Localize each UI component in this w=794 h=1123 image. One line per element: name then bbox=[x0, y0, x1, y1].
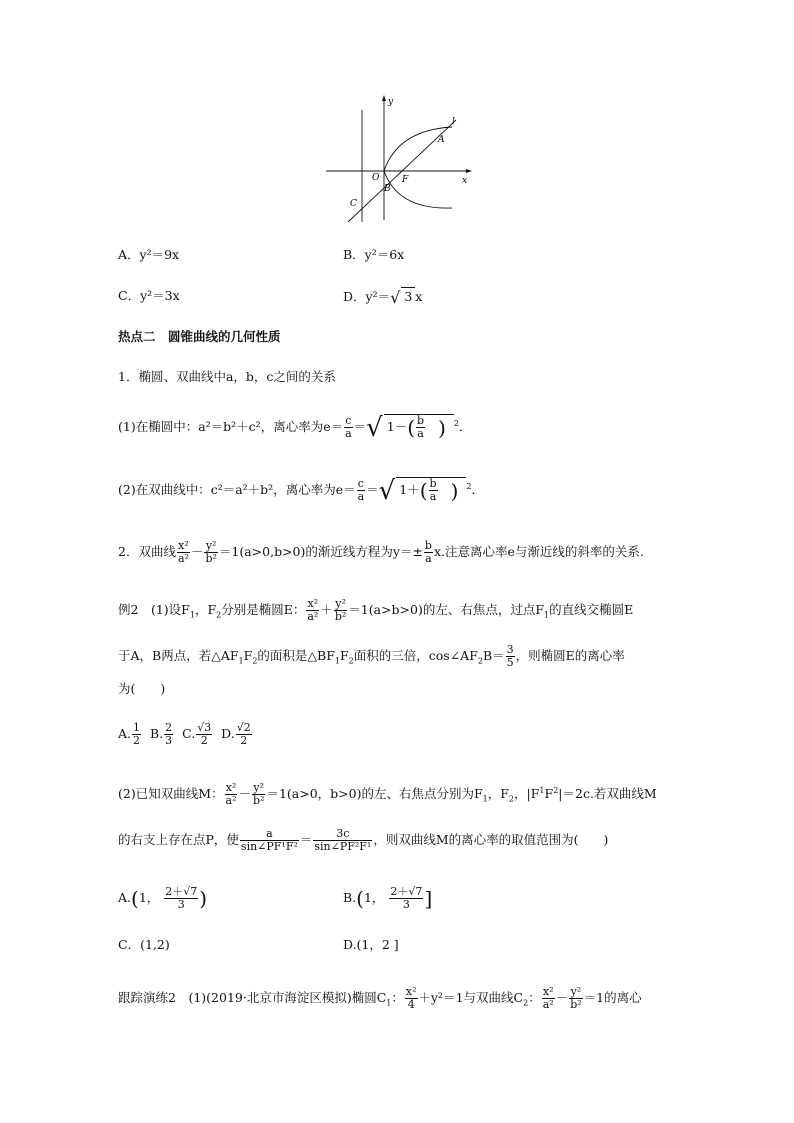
ellipse-eccentricity: (1)在椭圆中：a²＝b²＋c²，离心率为e＝ $\frac{c}{a}$ ＝√ 1－( $\frac{b}{a}$ ) $^2$． bbox=[118, 412, 472, 443]
example2-q2-option-c: C．(1,2) bbox=[118, 937, 170, 952]
fig-label-C: C bbox=[350, 199, 357, 209]
option-c: C．y²＝3x bbox=[118, 288, 180, 303]
section-item-1: 1．椭圆、双曲线中a，b，c之间的关系 bbox=[118, 369, 336, 384]
example2-q2-line1: (2)已知双曲线M： $\frac{\text{x²}}{\text{a²}}$ － $\frac{\text{y²}}{\text{b²}}$ ＝1(a>0，b>0)的左、右焦点分别为$F_1$，$F_2$，$|F^1F^2|=2c$.若双曲线M bbox=[118, 781, 657, 808]
example2-q2-option-a: A.(1， $\frac{2+√7}{3}$ ) bbox=[118, 885, 208, 911]
hyperbola-eccentricity: (2)在双曲线中：c²＝a²＋b²，离心率为e＝ $\frac{c}{a}$ ＝√ 1＋( $\frac{b}{a}$ ) $^2$． bbox=[118, 475, 484, 506]
option-b: B．y²＝6x bbox=[343, 247, 405, 262]
practice-line: 跟踪演练2 (1)(2019·北京市海淀区模拟)椭圆$C_1$： $\frac{\text{x²}}{4}$ ＋y²＝1与双曲线$C_2$： $\frac{\text{x²}}{\text{a²}}$ － $\frac{\text{y²}}{\text{b²}}$ ＝1的离心 bbox=[118, 985, 642, 1011]
section-title: 热点二 圆锥曲线的几何性质 bbox=[118, 329, 281, 344]
option-a: A．y²＝9x bbox=[118, 247, 180, 262]
fig-label-F: F bbox=[402, 175, 409, 185]
example2-q1-line2: 于A，B两点，若$\triangle AF_1F_2$的面积是$\triangle BF_1F_2$面积的三倍，$\cos\angle AF_2B=$ $\frac{3}{5}$ ，则椭圆E的离心率 bbox=[118, 643, 625, 669]
example2-q2-line2: 的右支上存在点P，使 $\frac{a}{\text{sin∠PF¹F²}}$ ＝ $\frac{3c}{\text{sin∠PF²F¹}}$ ，则双曲线M的离心率的取值范围为( ) bbox=[118, 827, 609, 853]
fig-label-x: x bbox=[462, 176, 468, 186]
option-d: D．y²＝√ 3 x bbox=[343, 287, 423, 307]
parabola-figure bbox=[318, 92, 478, 227]
fig-label-l: l bbox=[452, 117, 455, 127]
fig-label-B: B bbox=[384, 184, 391, 194]
section-item-2: 2．双曲线 $\frac{\text{x²}}{\text{a²}}$ － $\frac{\text{y²}}{\text{b²}}$ ＝1(a>0,b>0)的渐近线方程为y＝± $\frac{b}{a}$ x.注意离心率e与渐近线的斜率的关系. bbox=[118, 539, 644, 565]
fig-label-y: y bbox=[388, 97, 394, 107]
example2-q1-line3: 为( ) bbox=[118, 681, 166, 696]
example2-q1-options: A. $\frac{1}{2}$ B. $\frac{2}{3}$ C. $\frac{√3}{2}$ D. $\frac{√2}{2}$ bbox=[118, 721, 251, 747]
example2-q2-option-b: B.(1， $\frac{2+√7}{3}$ ] bbox=[343, 885, 433, 911]
fig-label-A: A bbox=[438, 135, 445, 145]
example2-q2-option-d: D.(1，2 ] bbox=[343, 937, 399, 952]
example2-q1-line1: 例2 (1)设$F_1$，$F_2$分别是椭圆E： $\frac{\text{x²}}{\text{a²}}$ ＋ $\frac{\text{y²}}{\text{b²}}$ ＝1(a>b>0)的左、右焦点，过点$F_1$的直线交椭圆E bbox=[118, 597, 634, 623]
fig-label-O: O bbox=[372, 173, 380, 183]
